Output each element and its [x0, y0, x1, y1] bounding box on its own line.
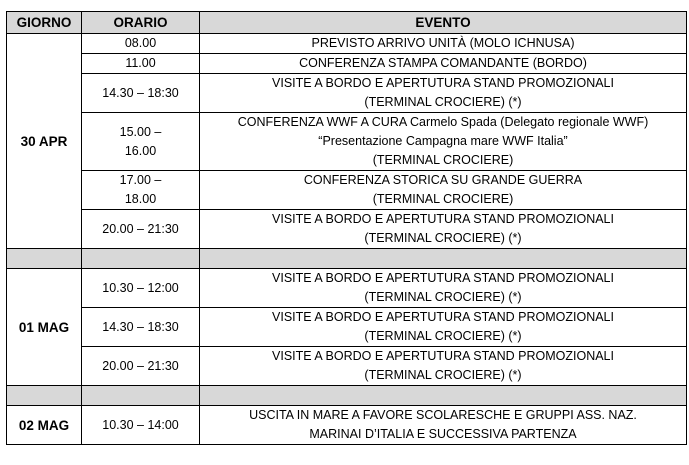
text-line: PREVISTO ARRIVO UNITÀ (MOLO ICHNUSA) — [311, 36, 575, 50]
text-line: 10.30 – 12:00 — [102, 280, 179, 295]
separator-cell — [7, 249, 82, 269]
schedule-row — [7, 347, 687, 386]
text-line: (TERMINAL CROCIERE) (*) — [364, 231, 522, 245]
separator-cell — [7, 386, 82, 406]
event-cell — [200, 34, 687, 54]
text-line: (TERMINAL CROCIERE) — [372, 192, 514, 206]
time-cell — [82, 34, 200, 54]
time-cell — [82, 210, 200, 249]
text-line: 15.00 – — [119, 124, 162, 139]
time-cell — [82, 54, 200, 74]
day-cell: 02 MAG — [7, 406, 82, 445]
event-cell — [200, 269, 687, 308]
text-line: VISITE A BORDO E APERTUTURA STAND PROMOZIONALI — [272, 310, 614, 324]
event-cell — [200, 54, 687, 74]
separator-cell — [82, 249, 200, 269]
text-line: (TERMINAL CROCIERE) — [372, 153, 514, 167]
separator-row — [7, 386, 687, 406]
text-line: 17.00 – — [119, 173, 162, 187]
text-line: 18.00 — [124, 192, 157, 206]
text-line: VISITE A BORDO E APERTUTURA STAND PROMOZIONALI — [272, 271, 614, 285]
schedule-row — [7, 74, 687, 113]
text-line: CONFERENZA STORICA SU GRANDE GUERRA — [303, 173, 583, 187]
day-cell: 01 MAG — [7, 269, 82, 386]
text-line: (TERMINAL CROCIERE) (*) — [364, 290, 522, 304]
text-line: USCITA IN MARE A FAVORE SCOLARESCHE E GRUPPI ASS. NAZ. — [249, 408, 637, 422]
text-line: VISITE A BORDO E APERTUTURA STAND PROMOZIONALI — [272, 76, 614, 90]
text-line: VISITE A BORDO E APERTUTURA STAND PROMOZIONALI — [272, 349, 614, 363]
schedule-row — [7, 308, 687, 347]
text-line: CONFERENZA WWF A CURA Carmelo Spada (Delegato regionale WWF) — [237, 115, 649, 129]
text-line: 10.30 – 14:00 — [102, 417, 179, 432]
time-cell — [82, 269, 200, 308]
text-line: 14.30 – 18:30 — [102, 319, 179, 334]
event-cell — [200, 74, 687, 113]
text-line: “Presentazione Campagna mare WWF Italia” — [318, 134, 568, 148]
time-cell — [82, 171, 200, 210]
text-line: (TERMINAL CROCIERE) (*) — [364, 329, 522, 343]
event-cell — [200, 347, 687, 386]
schedule-body — [7, 34, 687, 445]
time-cell — [82, 406, 200, 445]
text-line: (TERMINAL CROCIERE) (*) — [364, 95, 522, 109]
time-cell — [82, 308, 200, 347]
schedule-row — [7, 210, 687, 249]
text-line: 08.00 — [124, 36, 157, 50]
schedule-row — [7, 54, 687, 74]
text-line: 11.00 — [125, 56, 156, 70]
time-cell — [82, 347, 200, 386]
event-cell — [200, 113, 687, 171]
header-time: ORARIO — [82, 12, 200, 34]
event-cell — [200, 171, 687, 210]
schedule-row — [7, 269, 687, 308]
schedule-row — [7, 406, 687, 445]
text-line: 16.00 — [124, 143, 157, 158]
text-line: 20.00 – 21:30 — [102, 221, 179, 236]
schedule-row — [7, 34, 687, 54]
header-row — [7, 12, 687, 34]
day-cell: 30 APR — [7, 34, 82, 249]
schedule-table — [6, 11, 687, 445]
event-cell — [200, 406, 687, 445]
separator-cell — [200, 386, 687, 406]
event-cell — [200, 210, 687, 249]
schedule-row — [7, 171, 687, 210]
schedule-row — [7, 113, 687, 171]
text-line: VISITE A BORDO E APERTUTURA STAND PROMOZIONALI — [272, 212, 614, 226]
separator-cell — [200, 249, 687, 269]
text-line: CONFERENZA STAMPA COMANDANTE (BORDO) — [299, 56, 587, 70]
header-day: GIORNO — [7, 12, 82, 34]
text-line: MARINAI D’ITALIA E SUCCESSIVA PARTENZA — [309, 427, 577, 441]
text-line: 14.30 – 18:30 — [102, 85, 179, 100]
separator-row — [7, 249, 687, 269]
header-event: EVENTO — [200, 12, 687, 34]
time-cell — [82, 113, 200, 171]
separator-cell — [82, 386, 200, 406]
time-cell — [82, 74, 200, 113]
text-line: 20.00 – 21:30 — [102, 358, 179, 373]
event-cell — [200, 308, 687, 347]
text-line: (TERMINAL CROCIERE) (*) — [364, 368, 522, 382]
